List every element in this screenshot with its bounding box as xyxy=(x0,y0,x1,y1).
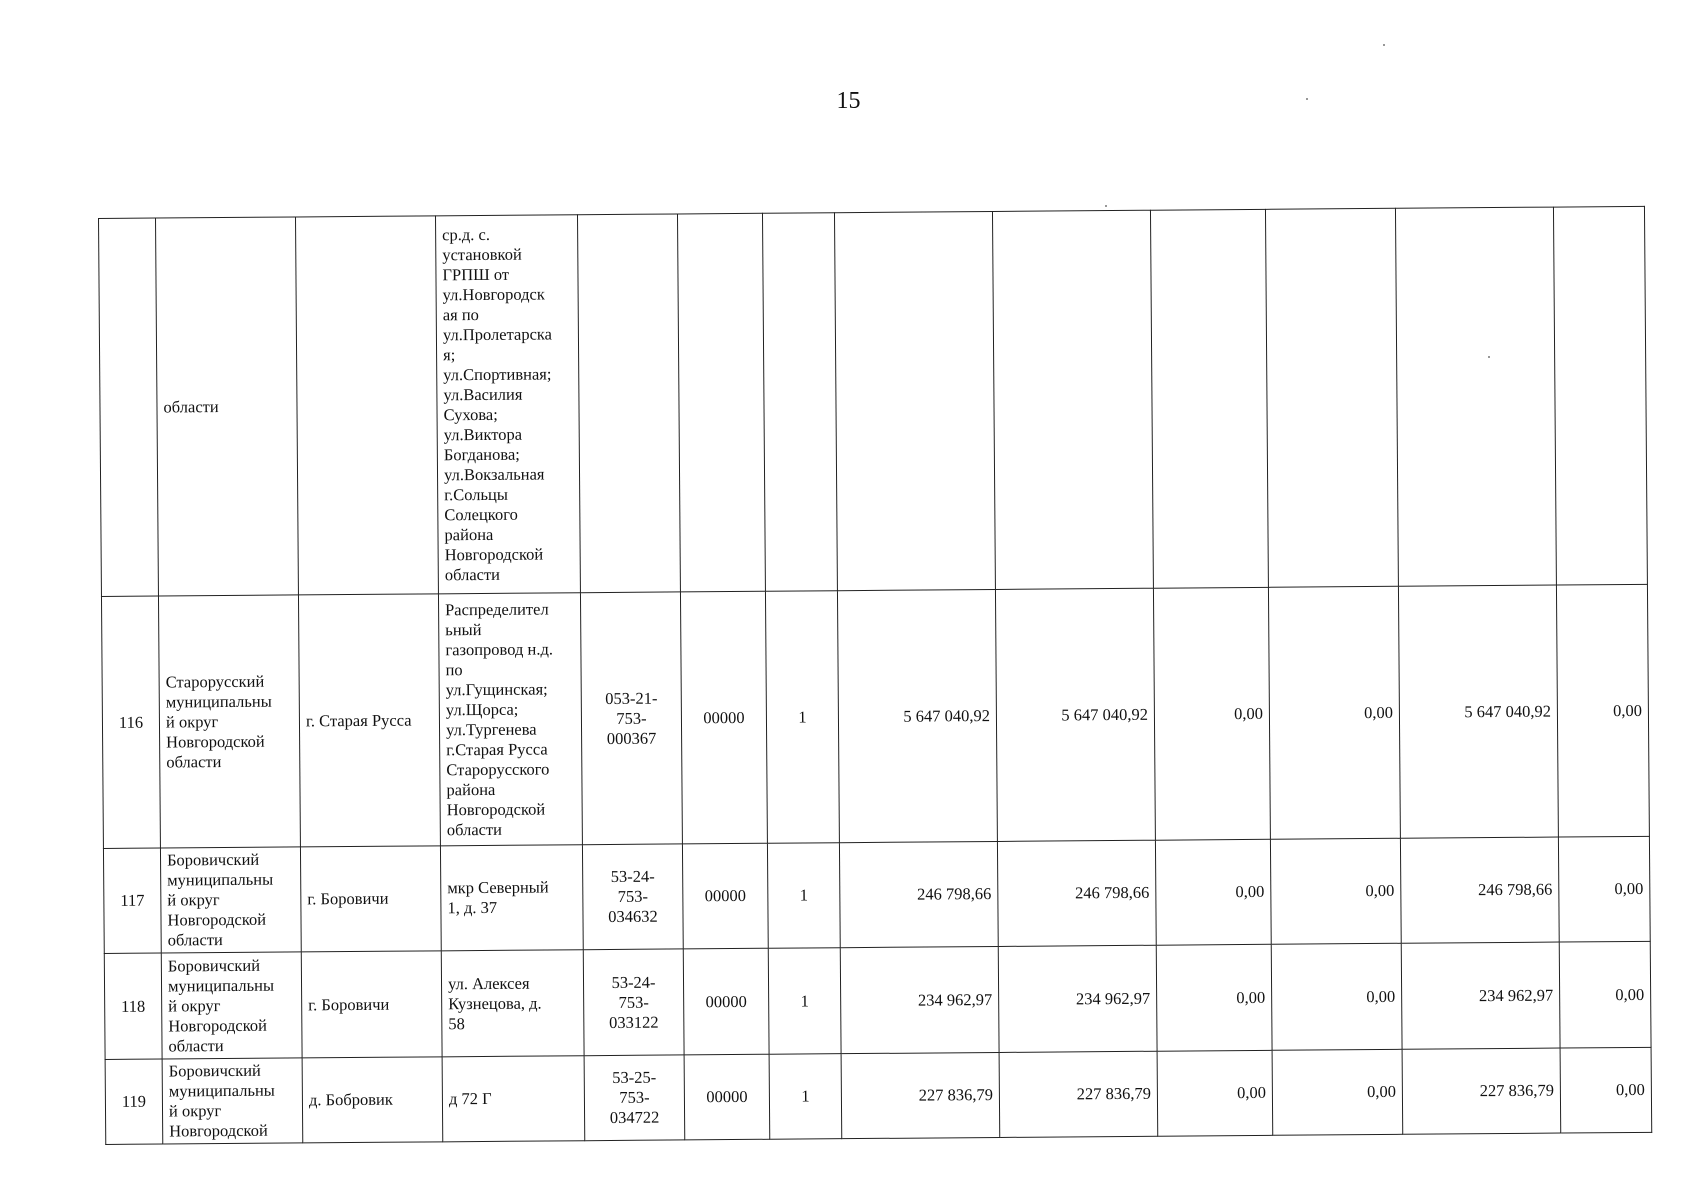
cell-sum3: 0,00 xyxy=(1153,587,1270,840)
cell-total: 5 647 040,92 xyxy=(837,589,997,842)
cell-num: 117 xyxy=(103,848,161,953)
cell-locality: г. Боровичи xyxy=(300,846,441,952)
cell-total xyxy=(834,211,995,590)
cell-sum5: 5 647 040,92 xyxy=(1398,585,1558,838)
cell-locality: г. Боровичи xyxy=(301,951,442,1058)
cell-sum3: 0,00 xyxy=(1155,839,1271,945)
table-row xyxy=(103,836,1650,953)
cell-locality xyxy=(295,216,438,595)
cell-sum3: 0,00 xyxy=(1156,944,1272,1051)
cell-code: 053-21- 753- 000367 xyxy=(580,592,682,845)
cell-sum2: 5 647 040,92 xyxy=(995,588,1155,841)
cell-sum3 xyxy=(1150,209,1268,588)
cell-sum3: 0,00 xyxy=(1157,1050,1273,1136)
table-row-continuation xyxy=(99,206,1648,596)
cell-region: Боровичский муниципальны й округ Новгородской области xyxy=(161,952,302,1059)
cell-qty: 1 xyxy=(769,1054,842,1140)
cell-qty xyxy=(762,213,837,592)
cell-sum4: 0,00 xyxy=(1272,1049,1403,1135)
table-row xyxy=(105,1047,1652,1144)
cell-sub: 00000 xyxy=(684,1054,770,1140)
cell-sum6: 0,00 xyxy=(1558,836,1650,942)
cell-code xyxy=(577,214,680,593)
cell-qty: 1 xyxy=(767,843,840,949)
cell-sum6: 0,00 xyxy=(1560,1047,1652,1133)
cell-object: ср.д. с. установкой ГРПШ от ул.Новгородск ая по ул.Пролетарска я; ул.Спортивная; ул.Василия Сухова; ул.Виктора Богданова; ул.Вокзальная г.Сольцы Солецкого района Новгородской области xyxy=(435,215,580,594)
cell-qty: 1 xyxy=(765,591,839,844)
cell-sub: 00000 xyxy=(683,948,769,1055)
cell-sub xyxy=(677,213,765,592)
cell-code: 53-24- 753- 034632 xyxy=(582,844,683,950)
cell-sum4 xyxy=(1265,208,1398,587)
registry-table xyxy=(98,206,1652,1145)
cell-object: Распределител ьный газопровод н.д. по ул.Гущинская; ул.Щорса; ул.Тургенева г.Старая Русса Старорусского района Новгородской области xyxy=(438,593,582,846)
cell-sub: 00000 xyxy=(682,843,768,949)
cell-sum6: 0,00 xyxy=(1556,584,1649,837)
cell-region: Старорусский муниципальны й округ Новгородской области xyxy=(158,595,300,848)
cell-sum6: 0,00 xyxy=(1559,941,1651,1048)
cell-sum2: 227 836,79 xyxy=(999,1051,1158,1137)
cell-sum4: 0,00 xyxy=(1271,943,1402,1050)
cell-num xyxy=(99,218,159,596)
cell-sum5 xyxy=(1395,207,1556,586)
cell-sum5: 246 798,66 xyxy=(1400,837,1559,943)
cell-sum4: 0,00 xyxy=(1268,586,1400,839)
cell-sub: 00000 xyxy=(680,591,767,844)
cell-region: Боровичский муниципальны й округ Новгородской области xyxy=(160,847,301,953)
cell-sum4: 0,00 xyxy=(1270,838,1401,944)
cell-sum2 xyxy=(992,210,1153,589)
cell-locality: г. Старая Русса xyxy=(298,594,440,847)
scan-speck xyxy=(1383,44,1385,46)
cell-total: 234 962,97 xyxy=(840,946,999,1053)
cell-object: д 72 Г xyxy=(442,1056,585,1142)
cell-total: 246 798,66 xyxy=(839,841,998,947)
cell-sum5: 234 962,97 xyxy=(1401,942,1560,1049)
table-row xyxy=(104,941,1651,1059)
cell-locality: д. Бобровик xyxy=(302,1057,443,1143)
cell-sum6 xyxy=(1553,206,1647,585)
scan-speck xyxy=(1488,356,1490,358)
cell-qty: 1 xyxy=(768,948,841,1055)
cell-code: 53-25- 753- 034722 xyxy=(584,1055,685,1141)
cell-sum2: 246 798,66 xyxy=(997,840,1156,946)
cell-sum2: 234 962,97 xyxy=(998,945,1157,1052)
table-row xyxy=(101,584,1649,848)
cell-total: 227 836,79 xyxy=(841,1052,1000,1138)
scan-speck xyxy=(1105,205,1107,207)
cell-code: 53-24- 753- 033122 xyxy=(583,949,684,1056)
cell-object: ул. Алексея Кузнецова, д. 58 xyxy=(441,950,584,1057)
cell-num: 116 xyxy=(101,596,160,848)
page-number: 15 xyxy=(836,88,861,114)
cell-num: 118 xyxy=(104,953,162,1059)
cell-num: 119 xyxy=(105,1059,163,1144)
cell-region: Боровичский муниципальны й округ Новгородской xyxy=(162,1058,303,1144)
cell-region: области xyxy=(156,217,299,596)
scan-speck xyxy=(1306,98,1308,100)
cell-sum5: 227 836,79 xyxy=(1402,1048,1561,1134)
cell-object: мкр Северный 1, д. 37 xyxy=(440,845,583,951)
